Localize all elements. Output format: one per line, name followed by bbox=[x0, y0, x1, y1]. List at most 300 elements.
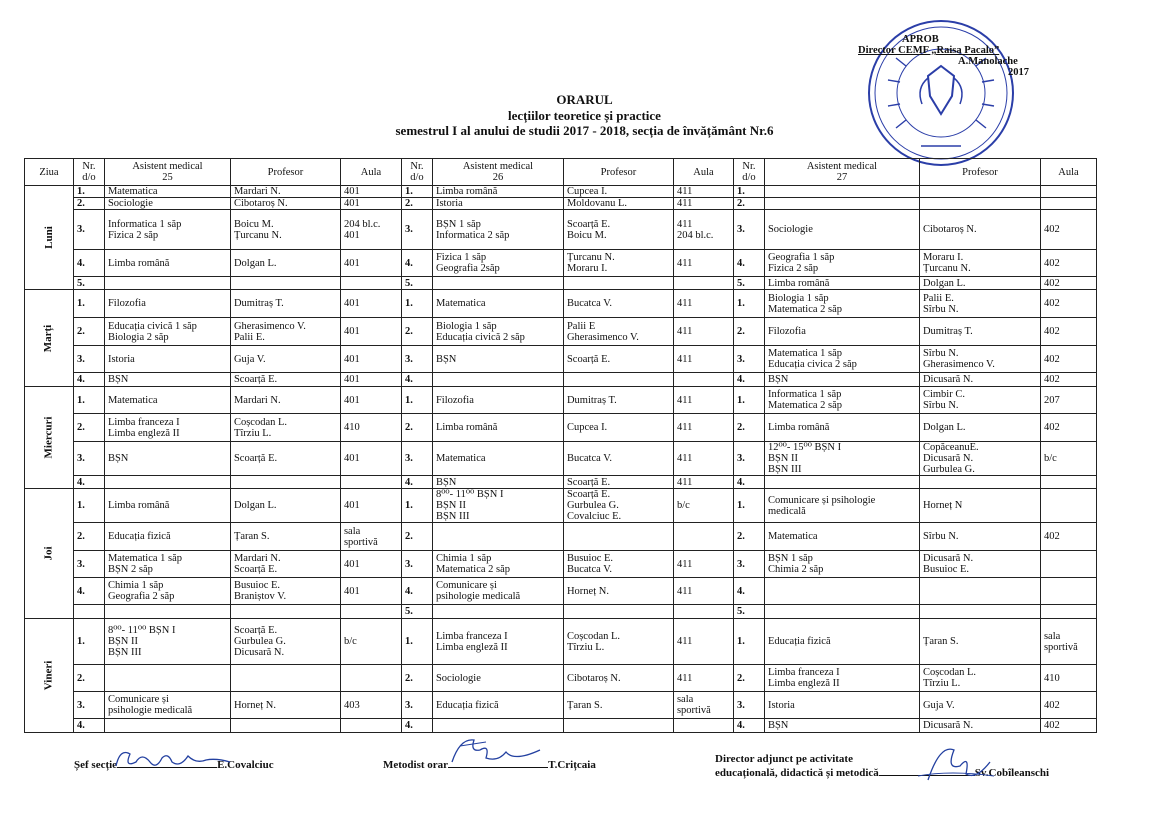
subject-cell bbox=[432, 277, 563, 290]
subject-cell: Sociologie bbox=[764, 210, 919, 250]
teacher-cell: Scoarță E. Gurbulea G. Dicusară N. bbox=[230, 619, 340, 665]
teacher-cell: Cupcea I. bbox=[563, 186, 673, 198]
nr-cell: 2. bbox=[401, 665, 432, 692]
nr-cell: 5. bbox=[733, 277, 764, 290]
teacher-cell bbox=[919, 578, 1040, 605]
room-cell: 401 bbox=[340, 489, 401, 523]
nr-cell: 4. bbox=[401, 476, 432, 489]
table-row bbox=[25, 346, 1097, 373]
nr-cell: 4. bbox=[401, 373, 432, 387]
room-cell: 401 bbox=[340, 290, 401, 318]
room-cell bbox=[1040, 551, 1096, 578]
nr-cell: 1. bbox=[733, 290, 764, 318]
subject-cell: BȘN bbox=[104, 373, 230, 387]
teacher-cell: Scoarță E. bbox=[230, 373, 340, 387]
teacher-cell: Coșcodan L. Tîrziu L. bbox=[919, 665, 1040, 692]
table-header-row bbox=[25, 159, 1097, 186]
teacher-cell bbox=[230, 605, 340, 619]
nr-cell: 5. bbox=[73, 277, 104, 290]
teacher-cell: Mardari N. Scoarță E. bbox=[230, 551, 340, 578]
header-nr: Nr. d/o bbox=[733, 159, 764, 186]
nr-cell: 3. bbox=[733, 692, 764, 719]
room-cell: 411 bbox=[673, 250, 733, 277]
metodist-name: T.Crițcaia bbox=[548, 759, 596, 771]
teacher-cell: Țaran S. bbox=[919, 619, 1040, 665]
teacher-cell bbox=[919, 605, 1040, 619]
nr-cell: 4. bbox=[733, 719, 764, 733]
day-label: Luni bbox=[42, 226, 55, 249]
nr-cell: 4. bbox=[73, 578, 104, 605]
room-cell: 403 bbox=[340, 692, 401, 719]
teacher-cell: Dumitraș T. bbox=[919, 318, 1040, 346]
subject-cell: Istoria bbox=[104, 346, 230, 373]
room-cell: sala sportivă bbox=[1040, 619, 1096, 665]
subject-cell: Filozofia bbox=[432, 387, 563, 414]
approval-label: APROB bbox=[902, 34, 939, 45]
room-cell bbox=[340, 277, 401, 290]
teacher-cell: Dolgan L. bbox=[230, 250, 340, 277]
teacher-cell: Boicu M. Țurcanu N. bbox=[230, 210, 340, 250]
table-row bbox=[25, 605, 1097, 619]
nr-cell: 3. bbox=[73, 692, 104, 719]
teacher-cell bbox=[563, 719, 673, 733]
teacher-cell: Scoarță E. bbox=[230, 442, 340, 476]
subject-cell: Comunicare și psihologie medicală bbox=[104, 692, 230, 719]
subject-cell bbox=[432, 605, 563, 619]
day-label: Marți bbox=[42, 324, 55, 352]
teacher-cell: Scoarță E. bbox=[563, 476, 673, 489]
subject-cell bbox=[104, 605, 230, 619]
nr-cell: 1. bbox=[401, 619, 432, 665]
nr-cell: 3. bbox=[401, 551, 432, 578]
teacher-cell: CopăceanuE. Dicusară N. Gurbulea G. bbox=[919, 442, 1040, 476]
subject-cell: Informatica 1 săp Matematica 2 săp bbox=[764, 387, 919, 414]
day-label: Vineri bbox=[42, 660, 55, 691]
nr-cell: 4. bbox=[733, 373, 764, 387]
room-cell: 402 bbox=[1040, 346, 1096, 373]
room-cell bbox=[340, 665, 401, 692]
subject-cell: Limba franceza I Limba engleză II bbox=[764, 665, 919, 692]
subject-cell: Biologia 1 săp Educația civică 2 săp bbox=[432, 318, 563, 346]
subject-cell: BȘN bbox=[764, 373, 919, 387]
nr-cell: 4. bbox=[73, 373, 104, 387]
nr-cell: 3. bbox=[733, 346, 764, 373]
subject-cell: Educația civică 1 săp Biologia 2 săp bbox=[104, 318, 230, 346]
nr-cell: 2. bbox=[733, 414, 764, 442]
subject-cell: Istoria bbox=[432, 198, 563, 210]
teacher-cell bbox=[230, 277, 340, 290]
table-row bbox=[25, 290, 1097, 318]
header-profesor: Profesor bbox=[919, 159, 1040, 186]
table-row bbox=[25, 250, 1097, 277]
teacher-cell: Dicusară N. bbox=[919, 373, 1040, 387]
subject-cell: Matematica bbox=[104, 186, 230, 198]
table-row bbox=[25, 442, 1097, 476]
subject-cell: Matematica bbox=[432, 442, 563, 476]
room-cell: 402 bbox=[1040, 692, 1096, 719]
room-cell: 401 bbox=[340, 250, 401, 277]
nr-cell: 1. bbox=[401, 387, 432, 414]
nr-cell: 1. bbox=[733, 387, 764, 414]
teacher-cell: Coșcodan L. Tîrziu L. bbox=[230, 414, 340, 442]
subject-cell: BȘN bbox=[764, 719, 919, 733]
nr-cell: 1. bbox=[733, 619, 764, 665]
header-aula: Aula bbox=[340, 159, 401, 186]
sef-label: Șef secție bbox=[74, 759, 118, 771]
room-cell bbox=[1040, 605, 1096, 619]
subject-cell bbox=[764, 605, 919, 619]
room-cell: 402 bbox=[1040, 210, 1096, 250]
header-nr: Nr. d/o bbox=[401, 159, 432, 186]
subject-cell: Educația fizică bbox=[432, 692, 563, 719]
teacher-cell: Moraru I. Țurcanu N. bbox=[919, 250, 1040, 277]
table-row bbox=[25, 318, 1097, 346]
nr-cell: 2. bbox=[73, 318, 104, 346]
table-row bbox=[25, 665, 1097, 692]
nr-cell: 1. bbox=[73, 290, 104, 318]
room-cell: 411 bbox=[673, 346, 733, 373]
day-cell bbox=[25, 489, 74, 619]
table-row bbox=[25, 186, 1097, 198]
teacher-cell: Cibotaroș N. bbox=[919, 210, 1040, 250]
subject-cell: Limba franceza I Limba engleză II bbox=[432, 619, 563, 665]
subject-cell bbox=[104, 665, 230, 692]
nr-cell: 3. bbox=[733, 551, 764, 578]
teacher-cell: Dumitraș T. bbox=[230, 290, 340, 318]
subject-cell: Istoria bbox=[764, 692, 919, 719]
room-cell: sala sportivă bbox=[340, 523, 401, 551]
subject-cell: BȘN bbox=[432, 476, 563, 489]
table-row bbox=[25, 523, 1097, 551]
nr-cell bbox=[73, 605, 104, 619]
teacher-cell: Dicusară N. bbox=[919, 719, 1040, 733]
teacher-cell: Dolgan L. bbox=[919, 277, 1040, 290]
subject-cell: Informatica 1 săp Fizica 2 săp bbox=[104, 210, 230, 250]
nr-cell: 2. bbox=[733, 318, 764, 346]
subject-cell: 8⁰⁰- 11⁰⁰ BȘN I BȘN II BȘN III bbox=[104, 619, 230, 665]
nr-cell: 2. bbox=[73, 665, 104, 692]
nr-cell: 1. bbox=[401, 290, 432, 318]
room-cell: 411 bbox=[673, 186, 733, 198]
nr-cell: 4. bbox=[733, 476, 764, 489]
room-cell: 401 bbox=[340, 346, 401, 373]
teacher-cell: Mardari N. bbox=[230, 186, 340, 198]
nr-cell: 1. bbox=[73, 489, 104, 523]
schedule-title: ORARUL bbox=[556, 92, 613, 107]
subject-cell: Limba română bbox=[104, 250, 230, 277]
subject-cell: Limba franceza I Limba engleză II bbox=[104, 414, 230, 442]
header-aula: Aula bbox=[1040, 159, 1096, 186]
day-cell bbox=[25, 186, 74, 290]
nr-cell: 4. bbox=[401, 578, 432, 605]
room-cell: 411 bbox=[673, 290, 733, 318]
nr-cell: 4. bbox=[73, 250, 104, 277]
director-title-2: educațională, didactică și metodică bbox=[715, 767, 879, 779]
subject-cell: Sociologie bbox=[432, 665, 563, 692]
schedule-subtitle: lecțiilor teoretice și practice bbox=[508, 108, 661, 123]
subject-cell bbox=[432, 719, 563, 733]
teacher-cell: Busuioc E. Braniștov V. bbox=[230, 578, 340, 605]
teacher-cell: Moldovanu L. bbox=[563, 198, 673, 210]
director-title-1: Director adjunct pe activitate bbox=[715, 753, 853, 765]
teacher-cell bbox=[563, 523, 673, 551]
teacher-cell: Dumitraș T. bbox=[563, 387, 673, 414]
room-cell: 401 bbox=[340, 186, 401, 198]
room-cell: 411 204 bl.c. bbox=[673, 210, 733, 250]
nr-cell: 2. bbox=[73, 198, 104, 210]
header-group-26: Asistent medical 26 bbox=[432, 159, 563, 186]
nr-cell: 4. bbox=[733, 578, 764, 605]
table-row bbox=[25, 198, 1097, 210]
teacher-cell: Țaran S. bbox=[563, 692, 673, 719]
approval-director: Director CEMF „Raisa Pacalo” bbox=[858, 45, 1000, 56]
nr-cell: 4. bbox=[401, 250, 432, 277]
schedule-table bbox=[24, 158, 1097, 733]
room-cell: 401 bbox=[340, 318, 401, 346]
subject-cell: Filozofia bbox=[104, 290, 230, 318]
nr-cell: 4. bbox=[73, 719, 104, 733]
nr-cell: 3. bbox=[73, 551, 104, 578]
nr-cell: 2. bbox=[401, 318, 432, 346]
subject-cell: Matematica bbox=[764, 523, 919, 551]
room-cell: 411 bbox=[673, 442, 733, 476]
subject-cell: Limba română bbox=[432, 414, 563, 442]
header-profesor: Profesor bbox=[563, 159, 673, 186]
header-profesor: Profesor bbox=[230, 159, 340, 186]
table-row bbox=[25, 387, 1097, 414]
nr-cell: 4. bbox=[401, 719, 432, 733]
nr-cell: 1. bbox=[733, 186, 764, 198]
subject-cell: Limba română bbox=[432, 186, 563, 198]
nr-cell: 2. bbox=[73, 414, 104, 442]
day-label: Miercuri bbox=[42, 416, 55, 459]
table-row bbox=[25, 551, 1097, 578]
room-cell bbox=[340, 605, 401, 619]
day-label: Joi bbox=[42, 546, 55, 561]
nr-cell: 4. bbox=[73, 476, 104, 489]
header-group-25: Asistent medical 25 bbox=[104, 159, 230, 186]
subject-cell: Chimia 1 săp Matematica 2 săp bbox=[432, 551, 563, 578]
room-cell: 402 bbox=[1040, 523, 1096, 551]
room-cell: 402 bbox=[1040, 318, 1096, 346]
table-row bbox=[25, 373, 1097, 387]
teacher-cell: Scoarță E. Gurbulea G. Covalciuc E. bbox=[563, 489, 673, 523]
table-row bbox=[25, 619, 1097, 665]
teacher-cell: Sîrbu N. bbox=[919, 523, 1040, 551]
room-cell: 401 bbox=[340, 442, 401, 476]
room-cell bbox=[1040, 489, 1096, 523]
subject-cell: BȘN bbox=[104, 442, 230, 476]
room-cell bbox=[1040, 186, 1096, 198]
nr-cell: 3. bbox=[733, 210, 764, 250]
nr-cell: 3. bbox=[401, 346, 432, 373]
subject-cell: Comunicare și psihologie medicală bbox=[764, 489, 919, 523]
room-cell: b/c bbox=[1040, 442, 1096, 476]
table-row bbox=[25, 210, 1097, 250]
nr-cell: 1. bbox=[73, 387, 104, 414]
nr-cell: 3. bbox=[733, 442, 764, 476]
subject-cell: Fizica 1 săp Geografia 2săp bbox=[432, 250, 563, 277]
nr-cell: 2. bbox=[733, 523, 764, 551]
nr-cell: 5. bbox=[401, 277, 432, 290]
table-row bbox=[25, 489, 1097, 523]
teacher-cell: Dolgan L. bbox=[919, 414, 1040, 442]
director-name: Sv.Cobîleanschi bbox=[974, 767, 1050, 779]
signature-sef-icon bbox=[110, 744, 240, 774]
room-cell: sala sportivă bbox=[673, 692, 733, 719]
subject-cell bbox=[104, 476, 230, 489]
nr-cell: 2. bbox=[401, 523, 432, 551]
nr-cell: 1. bbox=[401, 186, 432, 198]
room-cell: 410 bbox=[340, 414, 401, 442]
nr-cell: 3. bbox=[73, 210, 104, 250]
room-cell bbox=[340, 476, 401, 489]
subject-cell: 12⁰⁰- 15⁰⁰ BȘN I BȘN II BȘN III bbox=[764, 442, 919, 476]
teacher-cell: Palii E. Sîrbu N. bbox=[919, 290, 1040, 318]
subject-cell: Matematica bbox=[432, 290, 563, 318]
nr-cell: 1. bbox=[73, 186, 104, 198]
room-cell: 401 bbox=[340, 551, 401, 578]
teacher-cell: Scoarță E. bbox=[563, 346, 673, 373]
table-row bbox=[25, 692, 1097, 719]
metodist-label: Metodist orar bbox=[383, 759, 449, 771]
room-cell bbox=[1040, 578, 1096, 605]
room-cell bbox=[673, 277, 733, 290]
nr-cell: 2. bbox=[401, 198, 432, 210]
subject-cell: Biologia 1 săp Matematica 2 săp bbox=[764, 290, 919, 318]
subject-cell: BȘN bbox=[432, 346, 563, 373]
schedule-body bbox=[25, 186, 1097, 733]
approval-year: 2017 bbox=[1008, 67, 1029, 78]
subject-cell bbox=[764, 198, 919, 210]
teacher-cell: Cibotaroș N. bbox=[230, 198, 340, 210]
teacher-cell bbox=[919, 476, 1040, 489]
subject-cell: Chimia 1 săp Geografia 2 săp bbox=[104, 578, 230, 605]
room-cell bbox=[673, 719, 733, 733]
header-ziua: Ziua bbox=[25, 159, 74, 186]
room-cell: 401 bbox=[340, 198, 401, 210]
teacher-cell: Țaran S. bbox=[230, 523, 340, 551]
room-cell: 402 bbox=[1040, 414, 1096, 442]
room-cell: 401 bbox=[340, 373, 401, 387]
table-row bbox=[25, 277, 1097, 290]
subject-cell: Matematica 1 săp Educația civica 2 săp bbox=[764, 346, 919, 373]
subject-cell: Limba română bbox=[104, 489, 230, 523]
room-cell: 411 bbox=[673, 414, 733, 442]
teacher-cell: Mardari N. bbox=[230, 387, 340, 414]
teacher-cell bbox=[230, 665, 340, 692]
teacher-cell bbox=[230, 719, 340, 733]
room-cell: 402 bbox=[1040, 719, 1096, 733]
subject-cell: Educația fizică bbox=[104, 523, 230, 551]
subject-cell: Matematica bbox=[104, 387, 230, 414]
subject-cell: Limba română bbox=[764, 277, 919, 290]
day-cell bbox=[25, 619, 74, 733]
nr-cell: 3. bbox=[73, 346, 104, 373]
room-cell bbox=[340, 719, 401, 733]
sef-name: E.Covalciuc bbox=[217, 759, 274, 771]
room-cell: 204 bl.c. 401 bbox=[340, 210, 401, 250]
room-cell: b/c bbox=[340, 619, 401, 665]
subject-cell: BȘN 1 săp Informatica 2 săp bbox=[432, 210, 563, 250]
nr-cell: 3. bbox=[73, 442, 104, 476]
teacher-cell: Bucatca V. bbox=[563, 290, 673, 318]
room-cell: 411 bbox=[673, 578, 733, 605]
header-aula: Aula bbox=[673, 159, 733, 186]
room-cell bbox=[673, 605, 733, 619]
teacher-cell: Cupcea I. bbox=[563, 414, 673, 442]
room-cell: 411 bbox=[673, 665, 733, 692]
teacher-cell: Scoarță E. Boicu M. bbox=[563, 210, 673, 250]
header-group-27: Asistent medical 27 bbox=[764, 159, 919, 186]
nr-cell: 3. bbox=[401, 442, 432, 476]
teacher-cell: Horneț N. bbox=[563, 578, 673, 605]
signature-director-icon bbox=[910, 740, 1000, 788]
subject-cell: BȘN 1 săp Chimia 2 săp bbox=[764, 551, 919, 578]
room-cell bbox=[673, 373, 733, 387]
teacher-cell bbox=[563, 373, 673, 387]
subject-cell bbox=[104, 719, 230, 733]
subject-cell: Filozofia bbox=[764, 318, 919, 346]
room-cell: 402 bbox=[1040, 290, 1096, 318]
room-cell: 411 bbox=[673, 318, 733, 346]
room-cell: 402 bbox=[1040, 277, 1096, 290]
nr-cell: 1. bbox=[73, 619, 104, 665]
room-cell bbox=[673, 523, 733, 551]
day-cell bbox=[25, 387, 74, 489]
subject-cell: Matematica 1 săp BȘN 2 săp bbox=[104, 551, 230, 578]
room-cell: 411 bbox=[673, 198, 733, 210]
nr-cell: 1. bbox=[401, 489, 432, 523]
teacher-cell: Horneț N. bbox=[230, 692, 340, 719]
nr-cell: 2. bbox=[73, 523, 104, 551]
teacher-cell: Sîrbu N. Gherasimenco V. bbox=[919, 346, 1040, 373]
room-cell bbox=[1040, 476, 1096, 489]
teacher-cell: Cibotaroș N. bbox=[563, 665, 673, 692]
teacher-cell: Gherasimenco V. Palii E. bbox=[230, 318, 340, 346]
nr-cell: 3. bbox=[401, 692, 432, 719]
room-cell: 411 bbox=[673, 619, 733, 665]
teacher-cell: Dicusară N. Busuioc E. bbox=[919, 551, 1040, 578]
subject-cell bbox=[764, 476, 919, 489]
teacher-cell: Palii E Gherasimenco V. bbox=[563, 318, 673, 346]
table-row bbox=[25, 476, 1097, 489]
teacher-cell: Bucatca V. bbox=[563, 442, 673, 476]
nr-cell: 5. bbox=[401, 605, 432, 619]
subject-cell bbox=[764, 578, 919, 605]
subject-cell bbox=[764, 186, 919, 198]
room-cell: 402 bbox=[1040, 373, 1096, 387]
header-nr: Nr. d/o bbox=[73, 159, 104, 186]
nr-cell: 2. bbox=[733, 665, 764, 692]
room-cell: 401 bbox=[340, 578, 401, 605]
teacher-cell bbox=[563, 605, 673, 619]
teacher-cell: Horneț N bbox=[919, 489, 1040, 523]
room-cell: b/c bbox=[673, 489, 733, 523]
room-cell: 401 bbox=[340, 387, 401, 414]
room-cell: 410 bbox=[1040, 665, 1096, 692]
approval-director-name: A.Manolache bbox=[958, 56, 1018, 67]
subject-cell: Geografia 1 săp Fizica 2 săp bbox=[764, 250, 919, 277]
teacher-cell bbox=[563, 277, 673, 290]
room-cell: 411 bbox=[673, 387, 733, 414]
subject-cell: Comunicare și psihologie medicală bbox=[432, 578, 563, 605]
teacher-cell: Coșcodan L. Tîrziu L. bbox=[563, 619, 673, 665]
table-row bbox=[25, 414, 1097, 442]
table-row bbox=[25, 578, 1097, 605]
room-cell bbox=[1040, 198, 1096, 210]
teacher-cell: Țurcanu N. Moraru I. bbox=[563, 250, 673, 277]
